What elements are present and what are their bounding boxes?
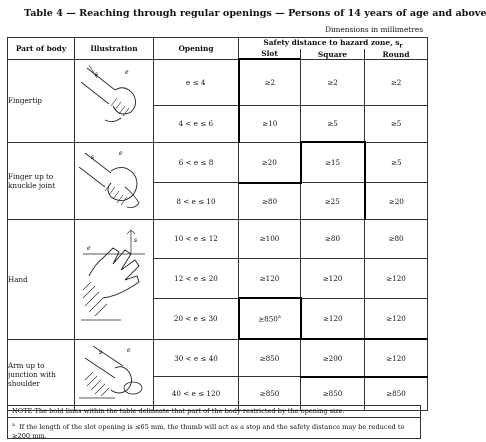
body-part-finger-knuckle: Finger up to knuckle joint [8, 142, 75, 219]
square-value: ≥25 [301, 183, 365, 219]
body-part-arm-shoulder: Arm up to junction with shoulder [8, 339, 75, 410]
square-value: ≥200 [301, 339, 365, 377]
round-value: ≥20 [365, 183, 428, 219]
header-part-of-body: Part of body [8, 38, 75, 60]
table-footnote: $^a$ If the length of the slot opening is ≤65 mm, the thumb will act as a stop and the safety distance may be reduced to ≥200 mm. [7, 417, 421, 439]
slot-value: ≥2 [239, 59, 301, 105]
square-value: ≥2 [301, 59, 365, 105]
square-value: ≥5 [301, 105, 365, 142]
hand-illustration-icon [75, 219, 154, 339]
square-value: ≥120 [301, 258, 365, 298]
round-value: ≥80 [365, 219, 428, 258]
square-value: ≥850 [301, 377, 365, 410]
header-safety-distance: Safety distance to hazard zone, $s_r$ [239, 38, 428, 50]
square-value: ≥80 [301, 219, 365, 258]
round-value: ≥120 [365, 298, 428, 339]
slot-value: ≥20 [239, 142, 301, 183]
svg-text:e: e [125, 68, 129, 76]
svg-text:s: s [95, 70, 99, 78]
round-value: ≥120 [365, 258, 428, 298]
round-value: ≥120 [365, 339, 428, 377]
header-illustration: Illustration [75, 38, 154, 60]
opening-cell: 40 < e ≤ 120 [154, 377, 239, 410]
square-value: ≥15 [301, 142, 365, 183]
slot-value: ≥120 [239, 258, 301, 298]
body-part-hand: Hand [8, 219, 75, 339]
slot-value: ≥100 [239, 219, 301, 258]
round-value: ≥5 [365, 142, 428, 183]
finger-knuckle-illustration-icon [75, 142, 154, 219]
opening-cell: 20 < e ≤ 30 [154, 298, 239, 339]
slot-value: $\ge 850^a$ [239, 298, 301, 339]
square-value: ≥120 [301, 298, 365, 339]
svg-text:s: s [134, 237, 138, 245]
slot-value: ≥850 [239, 339, 301, 377]
opening-cell: 4 < e ≤ 6 [154, 105, 239, 142]
table-note: NOTE The bold lines within the table delineate that part of the body restricted by the opening size. [7, 405, 421, 417]
opening-cell: 8 < e ≤ 10 [154, 183, 239, 219]
footnote-mark: a [12, 422, 15, 428]
header-square: Square [301, 49, 365, 59]
header-round: Round [365, 49, 428, 59]
opening-cell: e ≤ 4 [154, 59, 239, 105]
safety-distance-table [7, 37, 428, 411]
table-row [8, 142, 428, 183]
table-row [8, 59, 428, 105]
arm-shoulder-illustration-icon [75, 339, 154, 410]
opening-cell: 10 < e ≤ 12 [154, 219, 239, 258]
fingertip-illustration-icon [75, 59, 154, 142]
round-value: ≥5 [365, 105, 428, 142]
opening-cell: 6 < e ≤ 8 [154, 142, 239, 183]
body-part-fingertip: Fingertip [8, 59, 75, 142]
table-row [8, 219, 428, 258]
svg-text:e: e [87, 245, 91, 253]
opening-cell: 12 < e ≤ 20 [154, 258, 239, 298]
opening-cell: 30 < e ≤ 40 [154, 339, 239, 377]
svg-text:s: s [99, 348, 103, 356]
svg-text:e: e [127, 346, 131, 354]
slot-value: ≥10 [239, 105, 301, 142]
units-note: Dimensions in millimetres [325, 25, 423, 34]
header-opening: Opening [154, 38, 239, 60]
slot-value: ≥80 [239, 183, 301, 219]
round-value: ≥850 [365, 377, 428, 410]
svg-text:e: e [119, 149, 123, 157]
table-row [8, 339, 428, 377]
footnote-marker: a [277, 314, 281, 321]
slot-value: ≥850 [239, 377, 301, 410]
svg-text:s: s [91, 153, 95, 161]
round-value: ≥2 [365, 59, 428, 105]
table-title: Table 4 — Reaching through regular openings — Persons of 14 years of age and above [24, 8, 486, 19]
header-slot: Slot [239, 49, 301, 59]
